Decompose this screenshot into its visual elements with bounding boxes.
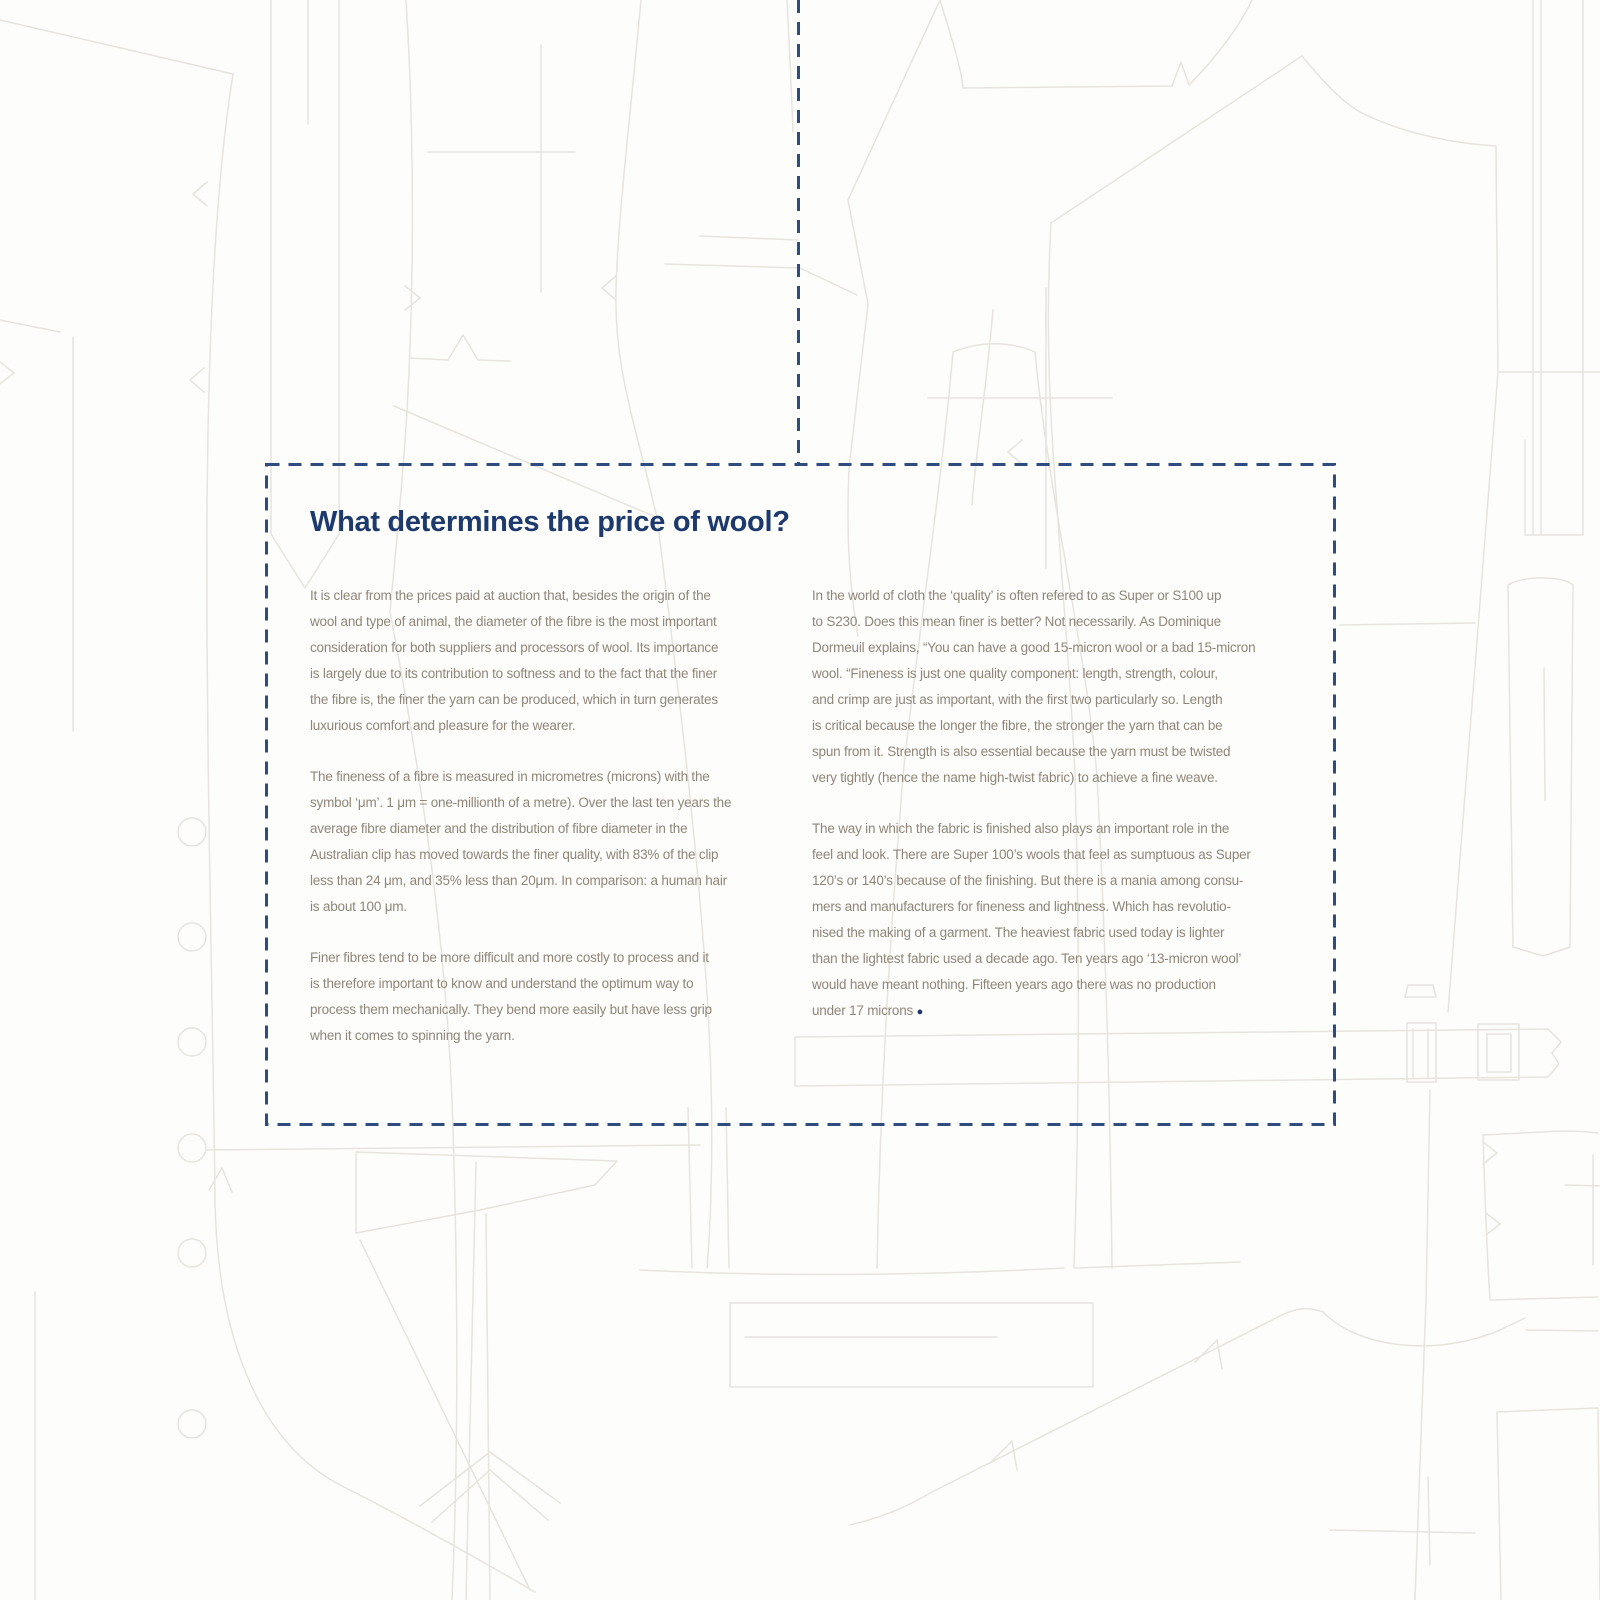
text-line: In the world of cloth the ‘quality’ is often refered to as Super or S100 up xyxy=(812,588,1222,603)
text-line: the fibre is, the finer the yarn can be produced, which in turn generates xyxy=(310,692,718,707)
text-line: wool and type of animal, the diameter of the fibre is the most important xyxy=(310,614,717,629)
text-line: average fibre diameter and the distribution of fibre diameter in the xyxy=(310,821,688,836)
text-line: feel and look. There are Super 100’s wools that feel as sumptuous as Super xyxy=(812,847,1251,862)
text-line: and crimp are just as important, with the first two particularly so. Length xyxy=(812,692,1223,707)
text-line: Finer fibres tend to be more difficult and more costly to process and it xyxy=(310,950,709,965)
text-line: The fineness of a fibre is measured in micrometres (microns) with the xyxy=(310,769,710,784)
text-line: mers and manufacturers for fineness and lightness. Which has revolutio- xyxy=(812,899,1231,914)
paragraph xyxy=(310,583,758,739)
text-line: process them mechanically. They bend more easily but have less grip xyxy=(310,1002,712,1017)
text-line: is therefore important to know and understand the optimum way to xyxy=(310,976,694,991)
end-of-article-bullet: ● xyxy=(916,1006,924,1018)
text-line: luxurious comfort and pleasure for the wearer. xyxy=(310,718,576,733)
text-line: when it comes to spinning the yarn. xyxy=(310,1028,515,1043)
paragraph xyxy=(812,816,1260,1024)
text-line: Australian clip has moved towards the finer quality, with 83% of the clip xyxy=(310,847,719,862)
article-columns xyxy=(310,583,1260,1049)
article-heading: What determines the price of wool? xyxy=(310,506,790,538)
text-line: The way in which the fabric is finished also plays an important role in the xyxy=(812,821,1230,836)
text-line: very tightly (hence the name high-twist fabric) to achieve a fine weave. xyxy=(812,770,1218,785)
article-column-right xyxy=(812,583,1260,1049)
text-line: 120’s or 140’s because of the finishing. But there is a mania among consu- xyxy=(812,873,1244,888)
text-line: spun from it. Strength is also essential because the yarn must be twisted xyxy=(812,744,1231,759)
text-line: is about 100 μm. xyxy=(310,899,407,914)
paragraph xyxy=(310,764,758,920)
text-line: nised the making of a garment. The heaviest fabric used today is lighter xyxy=(812,925,1225,940)
text-line: is largely due to its contribution to softness and to the fact that the finer xyxy=(310,666,718,681)
text-line: Dormeuil explains, “You can have a good 15-micron wool or a bad 15-micron xyxy=(812,640,1256,655)
text-line: symbol ‘μm’. 1 μm = one-millionth of a metre). Over the last ten years the xyxy=(310,795,732,810)
paragraph xyxy=(812,583,1260,791)
text-line: less than 24 μm, and 35% less than 20μm. In comparison: a human hair xyxy=(310,873,727,888)
article-column-left xyxy=(310,583,758,1049)
text-line: than the lightest fabric used a decade ago. Ten years ago ‘13-micron wool’ xyxy=(812,951,1242,966)
text-line: is critical because the longer the fibre, the stronger the yarn that can be xyxy=(812,718,1223,733)
text-line: It is clear from the prices paid at auction that, besides the origin of the xyxy=(310,588,711,603)
text-line: consideration for both suppliers and processors of wool. Its importance xyxy=(310,640,719,655)
text-line: wool. “Fineness is just one quality component: length, strength, colour, xyxy=(812,666,1218,681)
text-line: to S230. Does this mean finer is better? Not necessarily. As Dominique xyxy=(812,614,1221,629)
article-box xyxy=(265,463,1335,1125)
text-line: under 17 microns ● xyxy=(812,1003,924,1018)
paragraph xyxy=(310,945,758,1049)
text-line: would have meant nothing. Fifteen years ago there was no production xyxy=(812,977,1216,992)
